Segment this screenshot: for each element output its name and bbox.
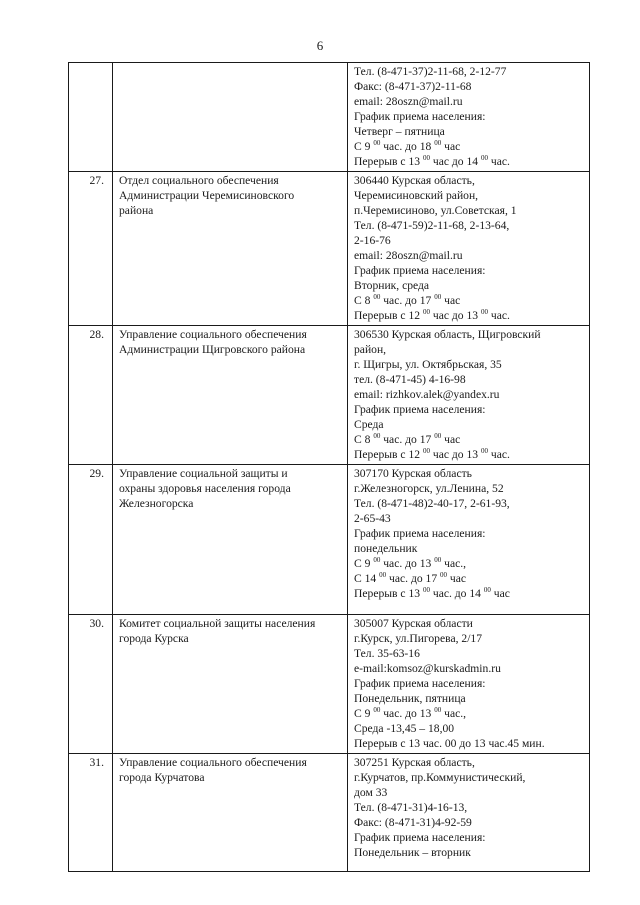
contact-text-part: час. до 14 bbox=[429, 587, 484, 600]
superscript-minutes: 00 bbox=[434, 432, 442, 440]
superscript-minutes: 00 bbox=[480, 154, 488, 162]
contact-line: 307251 Курская область, bbox=[354, 756, 475, 769]
contact-line: График приема населения: bbox=[354, 677, 486, 690]
superscript-minutes: 00 bbox=[480, 308, 488, 316]
row-number: 28. bbox=[69, 326, 113, 465]
contact-text-part: Перерыв с 12 bbox=[354, 309, 423, 322]
contact-line: Факс: (8-471-31)4-92-59 bbox=[354, 816, 472, 829]
organization-name-line: Управление социального обеспечения bbox=[119, 328, 307, 341]
contact-line: 305007 Курская области bbox=[354, 617, 473, 630]
organization-name-line: охраны здоровья населения города bbox=[119, 482, 291, 495]
contact-text-part: час. до 13 bbox=[380, 707, 435, 720]
contact-line: 306440 Курская область, bbox=[354, 174, 475, 187]
contact-text-part: час bbox=[447, 572, 467, 585]
contact-text-part: час до 13 bbox=[429, 448, 481, 461]
contact-line: г.Курск, ул.Пигорева, 2/17 bbox=[354, 632, 483, 645]
organization-name-line: города Курчатова bbox=[119, 771, 205, 784]
superscript-minutes: 00 bbox=[373, 432, 381, 440]
superscript-minutes: 00 bbox=[422, 586, 430, 594]
contact-line: п.Черемисиново, ул.Советская, 1 bbox=[354, 204, 517, 217]
contact-line bbox=[354, 308, 585, 323]
table-row bbox=[69, 615, 590, 754]
contact-line: 307170 Курская область bbox=[354, 467, 472, 480]
contact-line bbox=[354, 154, 585, 169]
contact-cell bbox=[348, 465, 590, 615]
contact-line bbox=[354, 586, 585, 601]
contact-text-part: час. bbox=[487, 448, 510, 461]
contact-text-part: С 8 bbox=[354, 294, 374, 307]
contact-line: Понедельник, пятница bbox=[354, 692, 466, 705]
organization-name-line: Железногорска bbox=[119, 497, 194, 510]
contact-text-part: С 9 bbox=[354, 557, 374, 570]
contact-line: дом 33 bbox=[354, 786, 388, 799]
contacts-table-body bbox=[69, 63, 590, 872]
superscript-minutes: 00 bbox=[480, 447, 488, 455]
contact-line bbox=[354, 706, 585, 721]
contact-line: г. Щигры, ул. Октябрьская, 35 bbox=[354, 358, 502, 371]
contact-line: 2-16-76 bbox=[354, 234, 391, 247]
contact-line: Черемисиновский район, bbox=[354, 189, 479, 202]
contact-text-part: час bbox=[441, 294, 461, 307]
table-row bbox=[69, 465, 590, 615]
organization-cell bbox=[113, 172, 348, 326]
contact-cell bbox=[348, 615, 590, 754]
contact-line: 306530 Курская область, Щигровский bbox=[354, 328, 541, 341]
contact-line: Тел. (8-471-37)2-11-68, 2-12-77 bbox=[354, 65, 507, 78]
contact-line: Понедельник – вторник bbox=[354, 846, 471, 859]
contact-text-part: Перерыв с 13 bbox=[354, 587, 423, 600]
contact-cell bbox=[348, 326, 590, 465]
table-row bbox=[69, 754, 590, 872]
contact-line: Тел. (8-471-59)2-11-68, 2-13-64, bbox=[354, 219, 510, 232]
organization-cell bbox=[113, 465, 348, 615]
row-number: 30. bbox=[69, 615, 113, 754]
contact-text-part: час до 13 bbox=[429, 309, 481, 322]
contact-line: e-mail:komsoz@kurskadmin.ru bbox=[354, 662, 501, 675]
row-number: 29. bbox=[69, 465, 113, 615]
contact-line bbox=[354, 571, 585, 586]
contact-line: г.Курчатов, пр.Коммунистический, bbox=[354, 771, 526, 784]
contact-text-part: Перерыв с 12 bbox=[354, 448, 423, 461]
contact-text-part: час bbox=[441, 433, 461, 446]
contact-line: Четверг – пятница bbox=[354, 125, 445, 138]
contact-text-part: час. bbox=[487, 155, 510, 168]
contact-text-part: час. до 13 bbox=[380, 557, 435, 570]
contacts-table bbox=[68, 62, 590, 872]
contact-line: понедельник bbox=[354, 542, 418, 555]
contact-text-part: час. до 17 bbox=[380, 433, 435, 446]
organization-name-line: Отдел социального обеспечения bbox=[119, 174, 279, 187]
contact-cell bbox=[348, 172, 590, 326]
superscript-minutes: 00 bbox=[422, 447, 430, 455]
contact-line: email: rizhkov.alek@yandex.ru bbox=[354, 388, 500, 401]
contact-line bbox=[354, 139, 585, 154]
organization-cell bbox=[113, 63, 348, 172]
contact-text-part: час. до 17 bbox=[380, 294, 435, 307]
contact-line: 2-65-43 bbox=[354, 512, 391, 525]
contact-line: График приема населения: bbox=[354, 110, 486, 123]
contact-line: Среда -13,45 – 18,00 bbox=[354, 722, 455, 735]
table-row bbox=[69, 63, 590, 172]
contact-line: email: 28oszn@mail.ru bbox=[354, 95, 463, 108]
contact-line: район, bbox=[354, 343, 387, 356]
superscript-minutes: 00 bbox=[434, 706, 442, 714]
organization-name-line: Управление социального обеспечения bbox=[119, 756, 307, 769]
contact-line: Среда bbox=[354, 418, 384, 431]
organization-cell bbox=[113, 326, 348, 465]
contact-line: Вторник, среда bbox=[354, 279, 430, 292]
contact-line bbox=[354, 447, 585, 462]
contact-line: График приема населения: bbox=[354, 403, 486, 416]
contact-text-part: С 9 bbox=[354, 707, 374, 720]
contact-text-part: С 9 bbox=[354, 140, 374, 153]
contact-line: Перерыв с 13 час. 00 до 13 час.45 мин. bbox=[354, 737, 545, 750]
superscript-minutes: 00 bbox=[373, 293, 381, 301]
contact-line: Факс: (8-471-37)2-11-68 bbox=[354, 80, 472, 93]
contact-line bbox=[354, 432, 585, 447]
contact-line: Тел. (8-471-48)2-40-17, 2-61-93, bbox=[354, 497, 510, 510]
organization-name-line: Администрации Черемисиновского bbox=[119, 189, 295, 202]
organization-cell bbox=[113, 754, 348, 872]
contact-line: email: 28oszn@mail.ru bbox=[354, 249, 463, 262]
superscript-minutes: 00 bbox=[373, 706, 381, 714]
superscript-minutes: 00 bbox=[422, 308, 430, 316]
contact-text-part: час. bbox=[487, 309, 510, 322]
contact-line: Тел. (8-471-31)4-16-13, bbox=[354, 801, 468, 814]
superscript-minutes: 00 bbox=[483, 586, 491, 594]
superscript-minutes: 00 bbox=[434, 293, 442, 301]
superscript-minutes: 00 bbox=[434, 556, 442, 564]
superscript-minutes: 00 bbox=[422, 154, 430, 162]
row-number bbox=[69, 63, 113, 172]
organization-name-line: Администрации Щигровского района bbox=[119, 343, 306, 356]
table-row bbox=[69, 326, 590, 465]
contact-line: График приема населения: bbox=[354, 527, 486, 540]
contact-text-part: час., bbox=[441, 557, 467, 570]
table-row bbox=[69, 172, 590, 326]
organization-cell bbox=[113, 615, 348, 754]
contact-line: Тел. 35-63-16 bbox=[354, 647, 420, 660]
contact-text-part: час., bbox=[441, 707, 467, 720]
contact-line: График приема населения: bbox=[354, 831, 486, 844]
contact-cell bbox=[348, 754, 590, 872]
contact-text-part: час. до 17 bbox=[386, 572, 441, 585]
contact-text-part: час bbox=[441, 140, 461, 153]
row-number: 31. bbox=[69, 754, 113, 872]
contact-line: тел. (8-471-45) 4-16-98 bbox=[354, 373, 466, 386]
organization-name-line: района bbox=[119, 204, 154, 217]
contact-text-part: С 14 bbox=[354, 572, 380, 585]
contact-text-part: час bbox=[490, 587, 510, 600]
superscript-minutes: 00 bbox=[373, 556, 381, 564]
superscript-minutes: 00 bbox=[373, 139, 381, 147]
contact-text-part: С 8 bbox=[354, 433, 374, 446]
organization-name-line: Комитет социальной защиты населения bbox=[119, 617, 316, 630]
row-number: 27. bbox=[69, 172, 113, 326]
superscript-minutes: 00 bbox=[379, 571, 387, 579]
contact-text-part: час до 14 bbox=[429, 155, 481, 168]
page-number: 6 bbox=[316, 38, 324, 53]
contact-text-part: Перерыв с 13 bbox=[354, 155, 423, 168]
organization-name-line: Управление социальной защиты и bbox=[119, 467, 288, 480]
superscript-minutes: 00 bbox=[440, 571, 448, 579]
contact-cell bbox=[348, 63, 590, 172]
contact-line: График приема населения: bbox=[354, 264, 486, 277]
superscript-minutes: 00 bbox=[434, 139, 442, 147]
organization-name-line: города Курска bbox=[119, 632, 189, 645]
contact-line: г.Железногорск, ул.Ленина, 52 bbox=[354, 482, 504, 495]
contact-line bbox=[354, 556, 585, 571]
contact-line bbox=[354, 293, 585, 308]
contact-text-part: час. до 18 bbox=[380, 140, 435, 153]
